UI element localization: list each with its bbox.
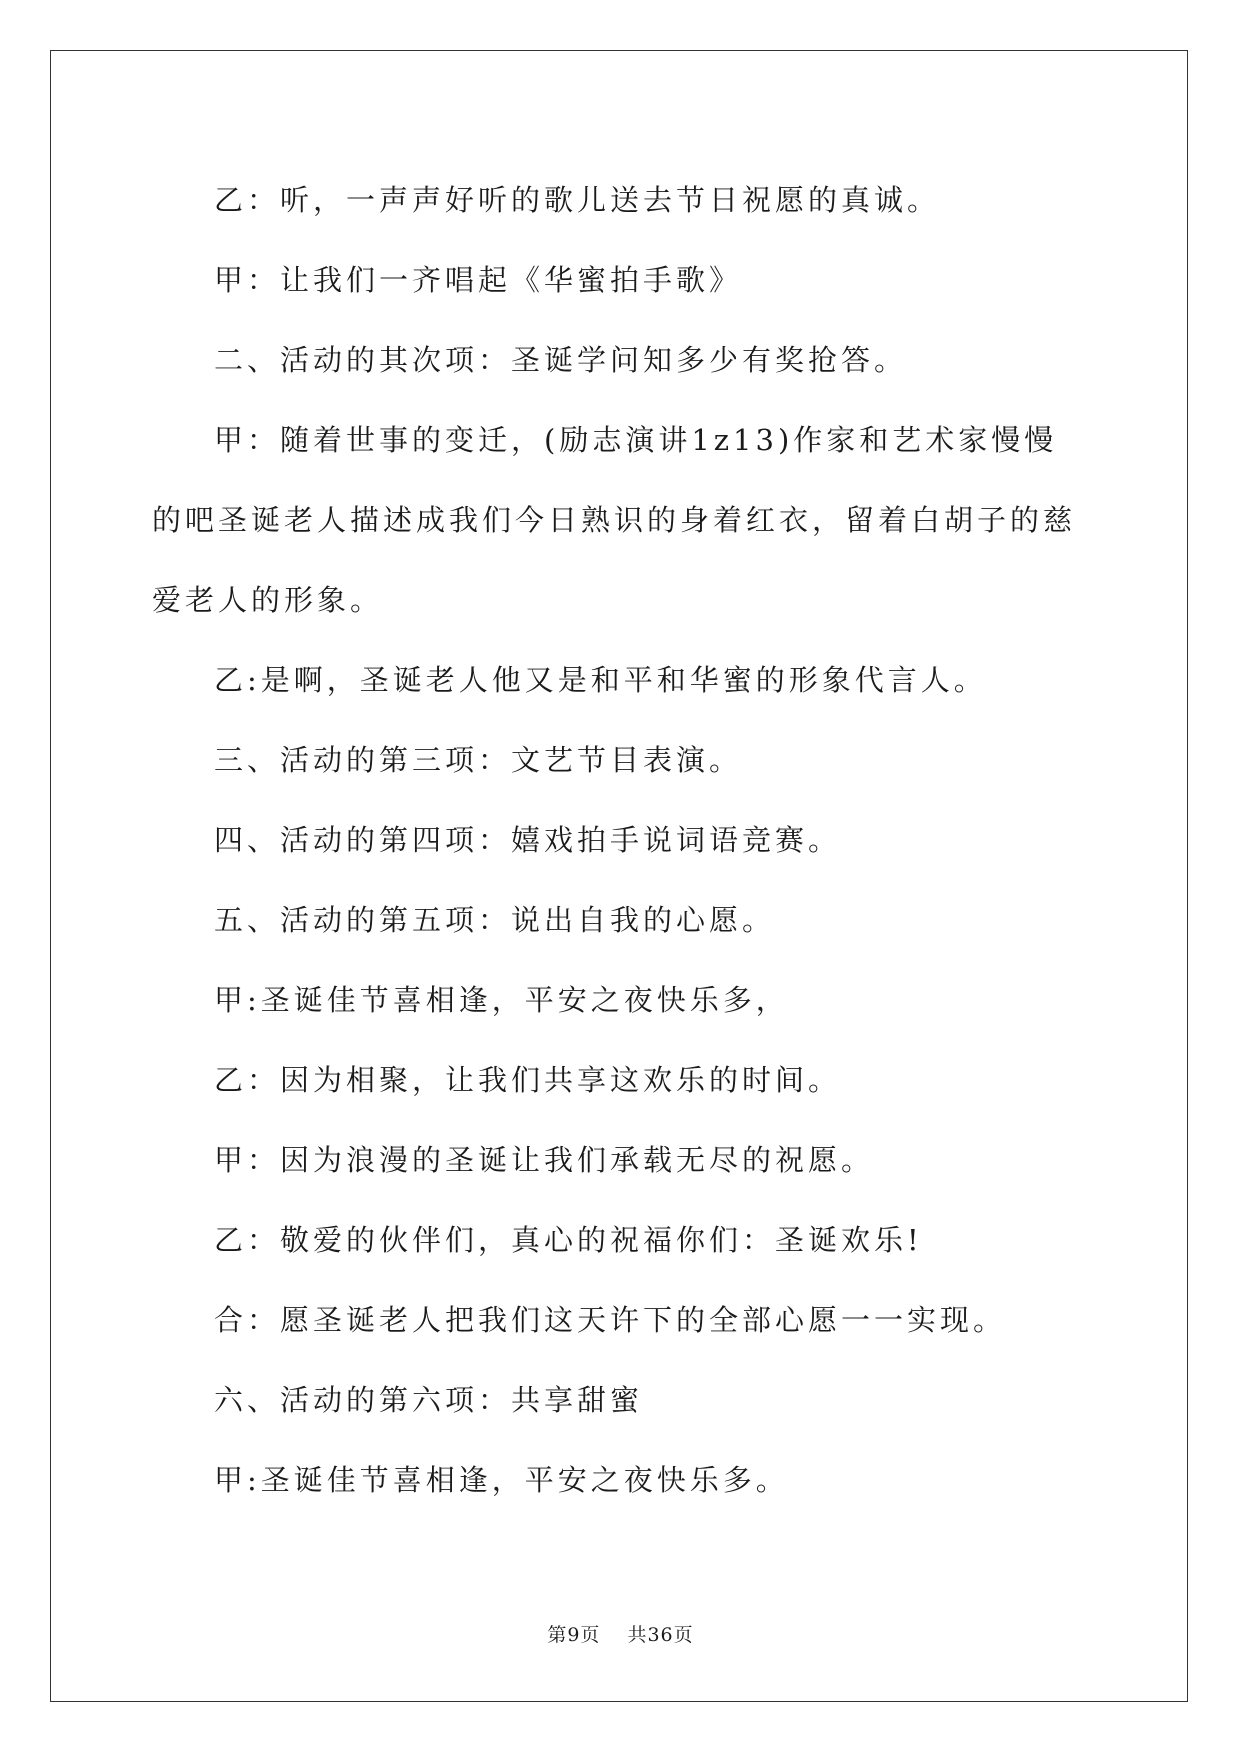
document-body — [152, 160, 1088, 1520]
paragraph: 合：愿圣诞老人把我们这天许下的全部心愿一一实现。 — [214, 1303, 1007, 1337]
paragraph: 甲：因为浪漫的圣诞让我们承载无尽的祝愿。 — [214, 1143, 875, 1177]
paragraph: 乙：敬爱的伙伴们，真心的祝福你们：圣诞欢乐! — [214, 1223, 923, 1257]
paragraph: 甲：随着世事的变迁，(励志演讲1z13)作家和艺术家慢慢的吧圣诞老人描述成我们今日熟识的身着红衣，留着白胡子的慈爱老人的形象。 — [152, 423, 1077, 617]
paragraph: 六、活动的第六项：共享甜蜜 — [214, 1383, 644, 1417]
paragraph: 五、活动的第五项：说出自我的心愿。 — [214, 903, 776, 937]
paragraph: 甲:圣诞佳节喜相逢，平安之夜快乐多， — [214, 983, 789, 1017]
paragraph: 四、活动的第四项：嬉戏拍手说词语竞赛。 — [214, 823, 842, 857]
paragraph: 乙:是啊，圣诞老人他又是和平和华蜜的形象代言人。 — [214, 663, 987, 697]
page-footer — [0, 1620, 1241, 1647]
paragraph: 三、活动的第三项：文艺节目表演。 — [214, 743, 743, 777]
paragraph: 二、活动的其次项：圣诞学问知多少有奖抢答。 — [214, 343, 908, 377]
paragraph: 乙：听，一声声好听的歌儿送去节日祝愿的真诚。 — [214, 183, 941, 217]
page-number: 第9页 — [547, 1624, 601, 1646]
paragraph: 甲：让我们一齐唱起《华蜜拍手歌》 — [214, 263, 743, 297]
paragraph: 甲:圣诞佳节喜相逢，平安之夜快乐多。 — [214, 1463, 789, 1497]
page-total: 共36页 — [627, 1624, 694, 1646]
paragraph: 乙：因为相聚，让我们共享这欢乐的时间。 — [214, 1063, 842, 1097]
